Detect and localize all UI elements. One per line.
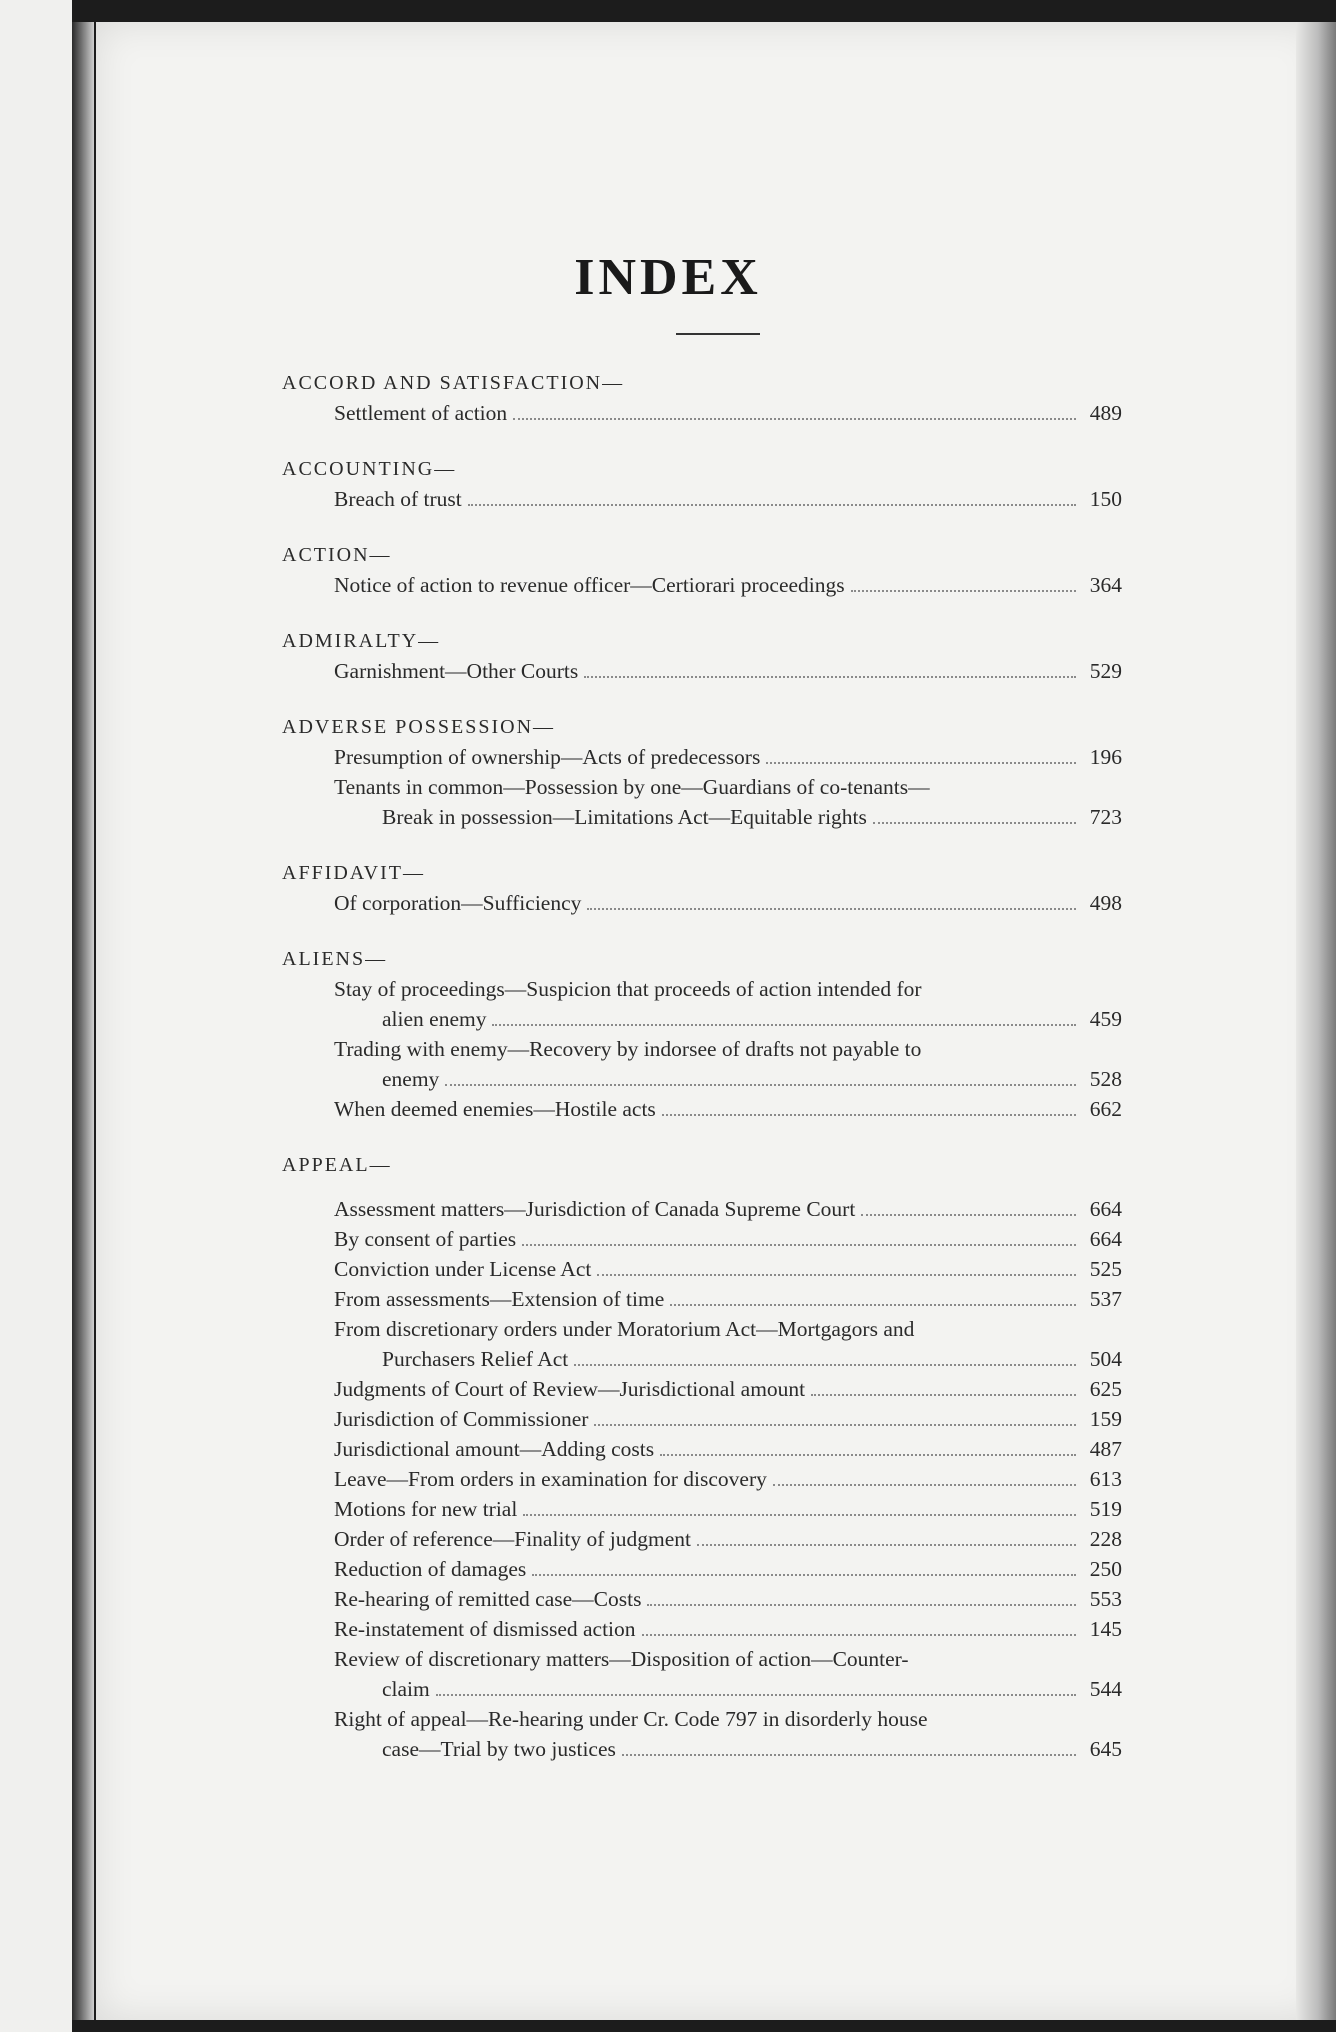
entry-text: When deemed enemies—Hostile acts [334, 1097, 656, 1121]
index-entry [282, 1734, 1122, 1764]
entry-text: Assessment matters—Jurisdiction of Canada Supreme Court [334, 1197, 856, 1221]
entry-text: By consent of parties [334, 1227, 517, 1251]
entry-text: Review of discretionary matters—Disposition of action—Counter- [334, 1647, 909, 1671]
entry-text: Stay of proceedings—Suspicion that proceeds of action intended for [334, 977, 922, 1001]
entry-text: Settlement of action [334, 401, 508, 425]
index-entry [282, 742, 1122, 772]
index-entry-line [282, 1034, 1122, 1064]
dot-leader [574, 1364, 1076, 1366]
dot-leader [670, 1304, 1076, 1306]
index-heading: ACCORD AND SATISFACTION— [282, 372, 625, 394]
page-number: 664 [1089, 1227, 1122, 1251]
page-number: 528 [1089, 1067, 1122, 1091]
page-number: 504 [1089, 1347, 1122, 1371]
dot-leader [697, 1544, 1076, 1546]
entry-text: Leave—From orders in examination for discovery [334, 1467, 767, 1491]
entry-text: Trading with enemy—Recovery by indorsee of drafts not payable to [334, 1037, 922, 1061]
dot-leader [662, 1114, 1076, 1116]
dot-leader [468, 504, 1076, 506]
dot-leader [513, 418, 1076, 420]
index-heading: ADMIRALTY— [282, 630, 441, 652]
index-entry [282, 1004, 1122, 1034]
page-number: 519 [1089, 1497, 1122, 1521]
entry-text: Garnishment—Other Courts [334, 659, 579, 683]
dot-leader [811, 1394, 1076, 1396]
index-entry [282, 1064, 1122, 1094]
page-number: 613 [1089, 1467, 1122, 1491]
index-section [282, 858, 1122, 918]
entry-text: Jurisdictional amount—Adding costs [334, 1437, 655, 1461]
index-entry [282, 1674, 1122, 1704]
page-number: 228 [1089, 1527, 1122, 1551]
dot-leader [523, 1514, 1076, 1516]
page-edge-shadow [1296, 22, 1336, 2020]
page-number: 250 [1089, 1557, 1122, 1581]
dot-leader [436, 1694, 1076, 1696]
index-entry [282, 398, 1122, 428]
index-entry-line [282, 772, 1122, 802]
page-number: 364 [1089, 573, 1122, 597]
index-content [282, 368, 1122, 1790]
index-entry [282, 1494, 1122, 1524]
dot-leader [642, 1634, 1076, 1636]
dot-leader [766, 762, 1076, 764]
index-entry-line [282, 974, 1122, 1004]
index-entry [282, 1524, 1122, 1554]
entry-text-continued: Break in possession—Limitations Act—Equitable rights [382, 805, 867, 829]
index-section [282, 368, 1122, 428]
index-entry [282, 1374, 1122, 1404]
page-number: 196 [1089, 745, 1122, 769]
entry-text: Tenants in common—Possession by one—Guardians of co-tenants— [334, 775, 930, 799]
index-section [282, 944, 1122, 1124]
entry-text: Re-hearing of remitted case—Costs [334, 1587, 642, 1611]
page-number: 529 [1089, 659, 1122, 683]
index-heading: APPEAL— [282, 1154, 392, 1176]
dot-leader [773, 1484, 1076, 1486]
index-entry [282, 1404, 1122, 1434]
page-number: 664 [1089, 1197, 1122, 1221]
index-heading: AFFIDAVIT— [282, 862, 425, 884]
dot-leader [594, 1424, 1076, 1426]
entry-text: Presumption of ownership—Acts of predecessors [334, 745, 761, 769]
entry-text-continued: case—Trial by two justices [382, 1737, 616, 1761]
dot-leader [532, 1574, 1076, 1576]
page-number: 159 [1089, 1407, 1122, 1431]
entry-text-continued: Purchasers Relief Act [382, 1347, 569, 1371]
index-section [282, 454, 1122, 514]
dot-leader [851, 590, 1076, 592]
dot-leader [587, 908, 1076, 910]
index-heading: ACCOUNTING— [282, 458, 457, 480]
entry-text: Notice of action to revenue officer—Certiorari proceedings [334, 573, 845, 597]
entry-text: Judgments of Court of Review—Jurisdictional amount [334, 1377, 806, 1401]
page-number: 625 [1089, 1377, 1122, 1401]
entry-text: Breach of trust [334, 487, 462, 511]
page-number: 525 [1089, 1257, 1122, 1281]
page-number: 537 [1089, 1287, 1122, 1311]
page-number: 498 [1089, 891, 1122, 915]
entry-text: Reduction of damages [334, 1557, 527, 1581]
dot-leader [445, 1084, 1076, 1086]
dot-leader [647, 1604, 1076, 1606]
index-entry [282, 1614, 1122, 1644]
page-number: 662 [1089, 1097, 1122, 1121]
index-heading: ACTION— [282, 544, 392, 566]
index-heading: ALIENS— [282, 948, 388, 970]
index-entry [282, 484, 1122, 514]
index-entry [282, 1094, 1122, 1124]
entry-text-continued: claim [382, 1677, 430, 1701]
index-entry [282, 656, 1122, 686]
index-section [282, 1150, 1122, 1764]
page-number: 487 [1089, 1437, 1122, 1461]
entry-text: Re-instatement of dismissed action [334, 1617, 636, 1641]
dot-leader [492, 1024, 1076, 1026]
title-rule [676, 333, 760, 335]
entry-text: From assessments—Extension of time [334, 1287, 665, 1311]
entry-text: Conviction under License Act [334, 1257, 592, 1281]
index-heading: ADVERSE POSSESSION— [282, 716, 556, 738]
entry-text: From discretionary orders under Moratorium Act—Mortgagors and [334, 1317, 915, 1341]
index-section [282, 626, 1122, 686]
entry-text: Motions for new trial [334, 1497, 518, 1521]
index-entry [282, 1254, 1122, 1284]
page-number: 150 [1089, 487, 1122, 511]
index-entry [282, 1284, 1122, 1314]
dot-leader [522, 1244, 1076, 1246]
page-number: 489 [1089, 401, 1122, 425]
index-entry-line [282, 1314, 1122, 1344]
dot-leader [861, 1214, 1076, 1216]
index-section [282, 540, 1122, 600]
entry-text: Jurisdiction of Commissioner [334, 1407, 589, 1431]
entry-text: Of corporation—Sufficiency [334, 891, 582, 915]
entry-text: Order of reference—Finality of judgment [334, 1527, 692, 1551]
index-entry-line [282, 1644, 1122, 1674]
index-entry [282, 1194, 1122, 1224]
index-entry [282, 570, 1122, 600]
index-entry [282, 1224, 1122, 1254]
index-entry [282, 1344, 1122, 1374]
dot-leader [597, 1274, 1076, 1276]
entry-text: Right of appeal—Re-hearing under Cr. Code 797 in disorderly house [334, 1707, 928, 1731]
page-number: 459 [1089, 1007, 1122, 1031]
page-number: 553 [1089, 1587, 1122, 1611]
index-entry [282, 888, 1122, 918]
page-title: INDEX [574, 249, 762, 306]
index-entry [282, 1434, 1122, 1464]
index-entry [282, 802, 1122, 832]
index-entry [282, 1554, 1122, 1584]
book-spine-shadow [72, 22, 94, 2020]
index-entry-line [282, 1704, 1122, 1734]
index-entry [282, 1464, 1122, 1494]
page-number: 544 [1089, 1677, 1122, 1701]
dot-leader [584, 676, 1076, 678]
page-number: 145 [1089, 1617, 1122, 1641]
page-number: 645 [1089, 1737, 1122, 1761]
index-section [282, 712, 1122, 832]
entry-text-continued: enemy [382, 1067, 440, 1091]
index-entry [282, 1584, 1122, 1614]
entry-text-continued: alien enemy [382, 1007, 487, 1031]
dot-leader [622, 1754, 1076, 1756]
dot-leader [660, 1454, 1076, 1456]
dot-leader [873, 822, 1076, 824]
page-number: 723 [1089, 805, 1122, 829]
